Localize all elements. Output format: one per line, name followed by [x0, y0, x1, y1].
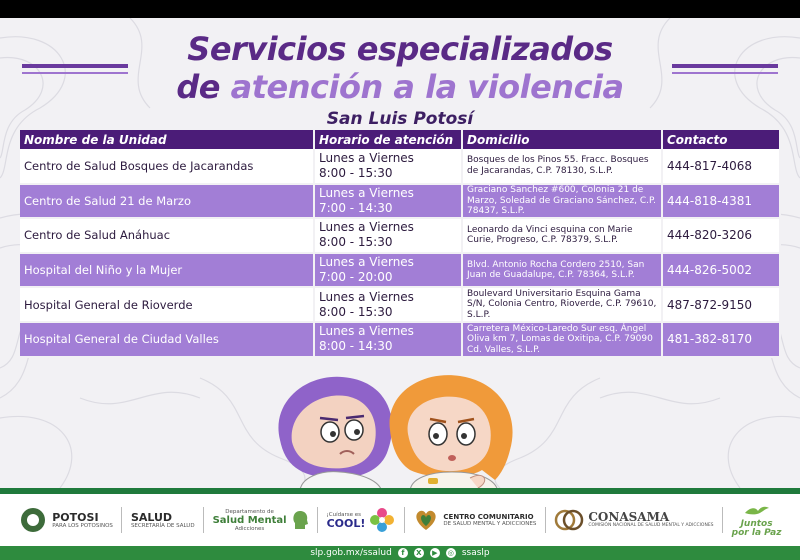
schedule-days: Lunes a Viernes — [319, 255, 414, 270]
logo-salud-text: SALUD — [130, 510, 173, 524]
schedule-days: Lunes a Viernes — [319, 150, 414, 165]
header-address: Domicilio — [462, 130, 662, 149]
logo-salud — [131, 512, 195, 529]
logo-potosi — [18, 507, 113, 533]
schedule-days: Lunes a Viernes — [319, 185, 414, 200]
phone: 444-826-5002 — [662, 253, 780, 288]
website-link[interactable]: slp.gob.mx/ssalud — [310, 548, 392, 558]
poster-title — [0, 30, 800, 130]
header-schedule: Horario de atención — [314, 130, 462, 149]
logo-cool — [327, 507, 396, 533]
logo-cool-text: COOL! — [326, 516, 366, 530]
logo-potosi-sub: PARA LOS POTOSINOS — [52, 522, 113, 529]
phone: 487-872-9150 — [662, 287, 780, 322]
unit-name: Centro de Salud Bosques de Jacarandas — [20, 149, 314, 184]
logo-separator — [404, 507, 405, 533]
title-line-2-prefix: de — [176, 68, 220, 106]
schedule — [314, 184, 462, 219]
logo-separator — [203, 507, 204, 533]
logo-cool-top: ¡Cuídarse es — [326, 511, 362, 518]
instagram-icon[interactable]: ◎ — [447, 549, 454, 557]
logo-centro-sub: DE SALUD MENTAL Y ADICCIONES — [443, 521, 537, 527]
title-line-1: Servicios especializados — [187, 30, 613, 68]
unit-name: Hospital del Niño y la Mujer — [20, 253, 314, 288]
logo-separator — [545, 507, 546, 533]
schedule-hours: 8:00 - 15:30 — [319, 304, 393, 319]
logo-conasama-sub: COMISIÓN NACIONAL DE SALUD MENTAL Y ADICCIONES — [588, 522, 714, 528]
header-contact: Contacto — [662, 130, 780, 149]
social-handle[interactable]: ssaslp — [461, 548, 490, 558]
worried-characters-illustration — [270, 370, 530, 492]
table-header-row — [20, 130, 780, 149]
phone: 444-817-4068 — [662, 149, 780, 184]
community-heart-icon — [413, 508, 439, 532]
schedule-hours: 7:00 - 20:00 — [319, 270, 393, 285]
title-line-2 — [0, 68, 800, 106]
title-subtitle: San Luis Potosí — [326, 109, 474, 129]
schedule-hours: 8:00 - 15:30 — [319, 165, 393, 180]
logo-centro-comunitario — [413, 508, 536, 532]
table-row — [20, 184, 780, 219]
x-icon[interactable]: X — [414, 548, 424, 558]
phone: 444-818-4381 — [662, 184, 780, 219]
head-profile-icon — [291, 510, 309, 530]
services-table — [20, 130, 781, 358]
table-row — [20, 253, 780, 288]
address: Leonardo da Vinci esquina con Marie Curie, Progreso, C.P. 78379, S.L.P. — [462, 218, 662, 253]
title-line-2-accent: atención a la violencia — [230, 68, 624, 106]
logo-conasama — [554, 509, 713, 531]
schedule-days: Lunes a Viernes — [319, 324, 414, 339]
address: Boulevard Universitario Esquina Gama S/N, Colonia Centro, Rioverde, C.P. 79610, S.L.P. — [462, 287, 662, 322]
logo-mental-sub: Adicciones — [234, 525, 265, 532]
conasama-emblem-icon — [554, 509, 584, 531]
logo-separator — [722, 507, 723, 533]
unit-name: Centro de Salud 21 de Marzo — [20, 184, 314, 219]
logo-centro-text: CENTRO COMUNITARIO — [443, 513, 534, 521]
unit-name: Centro de Salud Anáhuac — [20, 218, 314, 253]
schedule-hours: 8:00 - 14:30 — [319, 339, 393, 354]
schedule-hours: 8:00 - 15:30 — [319, 235, 393, 250]
header-unit: Nombre de la Unidad — [20, 130, 314, 149]
schedule — [314, 253, 462, 288]
youtube-icon[interactable]: ▶ — [430, 548, 440, 558]
flower-icon — [369, 507, 395, 533]
footer-logos — [0, 494, 800, 546]
schedule — [314, 218, 462, 253]
unit-name: Hospital General de Ciudad Valles — [20, 322, 314, 357]
address: Carretera México-Laredo Sur esq. Ángel Oliva km 7, Lomas de Oxitipa, C.P. 79090 Cd. Valles, S.L.P. — [462, 322, 662, 357]
schedule — [314, 287, 462, 322]
address: Blvd. Antonio Rocha Cordero 2510, San Juan de Guadalupe, C.P. 78364, S.L.P. — [462, 253, 662, 288]
logo-mental-top: Departamento de — [225, 508, 274, 515]
logo-mental-text: Salud Mental — [212, 514, 287, 526]
schedule-days: Lunes a Viernes — [319, 220, 414, 235]
table-row — [20, 287, 780, 322]
potosi-seal-icon — [18, 507, 48, 533]
logo-conasama-text: CONASAMA — [588, 509, 670, 524]
logo-separator — [317, 507, 318, 533]
schedule-days: Lunes a Viernes — [319, 289, 414, 304]
logo-salud-sub: SECRETARÍA DE SALUD — [130, 522, 195, 529]
footer-web-bar — [0, 546, 800, 560]
logo-juntos — [732, 502, 782, 538]
schedule — [314, 322, 462, 357]
table-row — [20, 322, 780, 357]
logo-potosi-text: POTOSI — [52, 510, 99, 524]
logo-salud-mental — [213, 509, 309, 532]
table-row — [20, 149, 780, 184]
address: Bosques de los Pinos 55. Fracc. Bosques de Jacarandas, C.P. 78130, S.L.P. — [462, 149, 662, 184]
unit-name: Hospital General de Rioverde — [20, 287, 314, 322]
schedule-hours: 7:00 - 14:30 — [319, 200, 393, 215]
facebook-icon[interactable]: f — [398, 548, 408, 558]
schedule — [314, 149, 462, 184]
table-row — [20, 218, 780, 253]
logo-juntos-text: Juntos por la Paz — [731, 519, 782, 538]
phone: 444-820-3206 — [662, 218, 780, 253]
poster — [0, 18, 800, 560]
dove-icon — [744, 505, 770, 515]
phone: 481-382-8170 — [662, 322, 780, 357]
address: Graciano Sanchez #600, Colonia 21 de Marzo, Soledad de Graciano Sánchez, C.P. 78437, S.L.P. — [462, 184, 662, 219]
logo-separator — [121, 507, 122, 533]
